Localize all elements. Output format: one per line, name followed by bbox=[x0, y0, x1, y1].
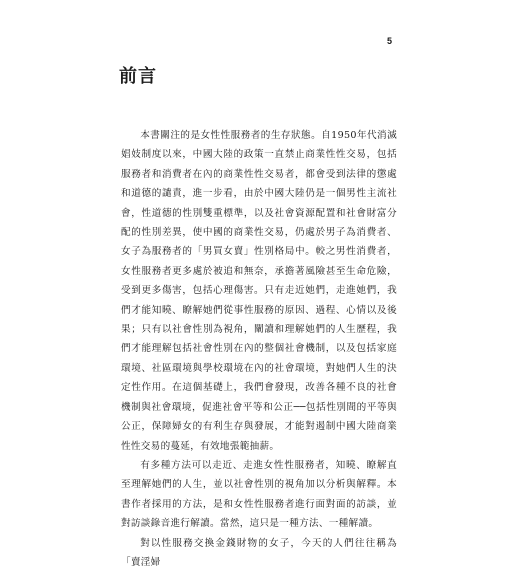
paragraph-3: 對以性服務交換金錢財物的女子，今天的人們往往稱為「賣淫婦 bbox=[121, 537, 397, 568]
paragraph-2: 有多種方法可以走近、走進女性性服務者，知曉、瞭解直至理解她們的人生，並以社會性別的視角加以分析與解釋。本書作者採用的方法，是和女性性服務者進行面對面的訪談，並對訪談錄音進行解讀。當然，這只是一種方法、一種解讀。 bbox=[121, 459, 397, 530]
chapter-title: 前言 bbox=[119, 66, 157, 87]
paragraph-1: 本書關注的是女性性服務者的生存狀態。自1950年代消滅娼妓制度以來，中國大陸的政策一直禁止商業性性交易，包括服務者和消費者在內的商業性性交易者，都會受到法律的懲處和道德的譴責，進一步看，由於中國大陸仍是一個男性主流社會，性道德的性別雙重標準，以及社會資源配置和社會財富分配的性別差異，使中國的商業性交易，仍處於男子為消費者、女子為服務者的「男買女賣」性別格局中。較之男性消費者，女性服務者更多處於被追和無奈，承擔著風險甚至生命危險，受到更多傷害，包括心理傷害。只有走近她們，走進她們，我們才能知曉、瞭解她們從事性服務的原因、過程、心情以及後果；只有以社會性別為視角，闡讀和理解她們的人生歷程，我們才能理解包括社會性別在內的整個社會機制，以及包括家庭環境、社區環境與學校環境在內的社會環境，對她們人生的決定性作用。在這個基礎上，我們會發現，改善各種不良的社會機制與社會環境，促進社會平等和公正──包括性別間的平等與公正，保障婦女的有利生存與發展，才能對遏制中國大陸商業性性交易的蔓延，有效地張範抽薪。 bbox=[121, 130, 397, 452]
page-number: 5 bbox=[387, 36, 393, 46]
body-text bbox=[121, 126, 397, 572]
